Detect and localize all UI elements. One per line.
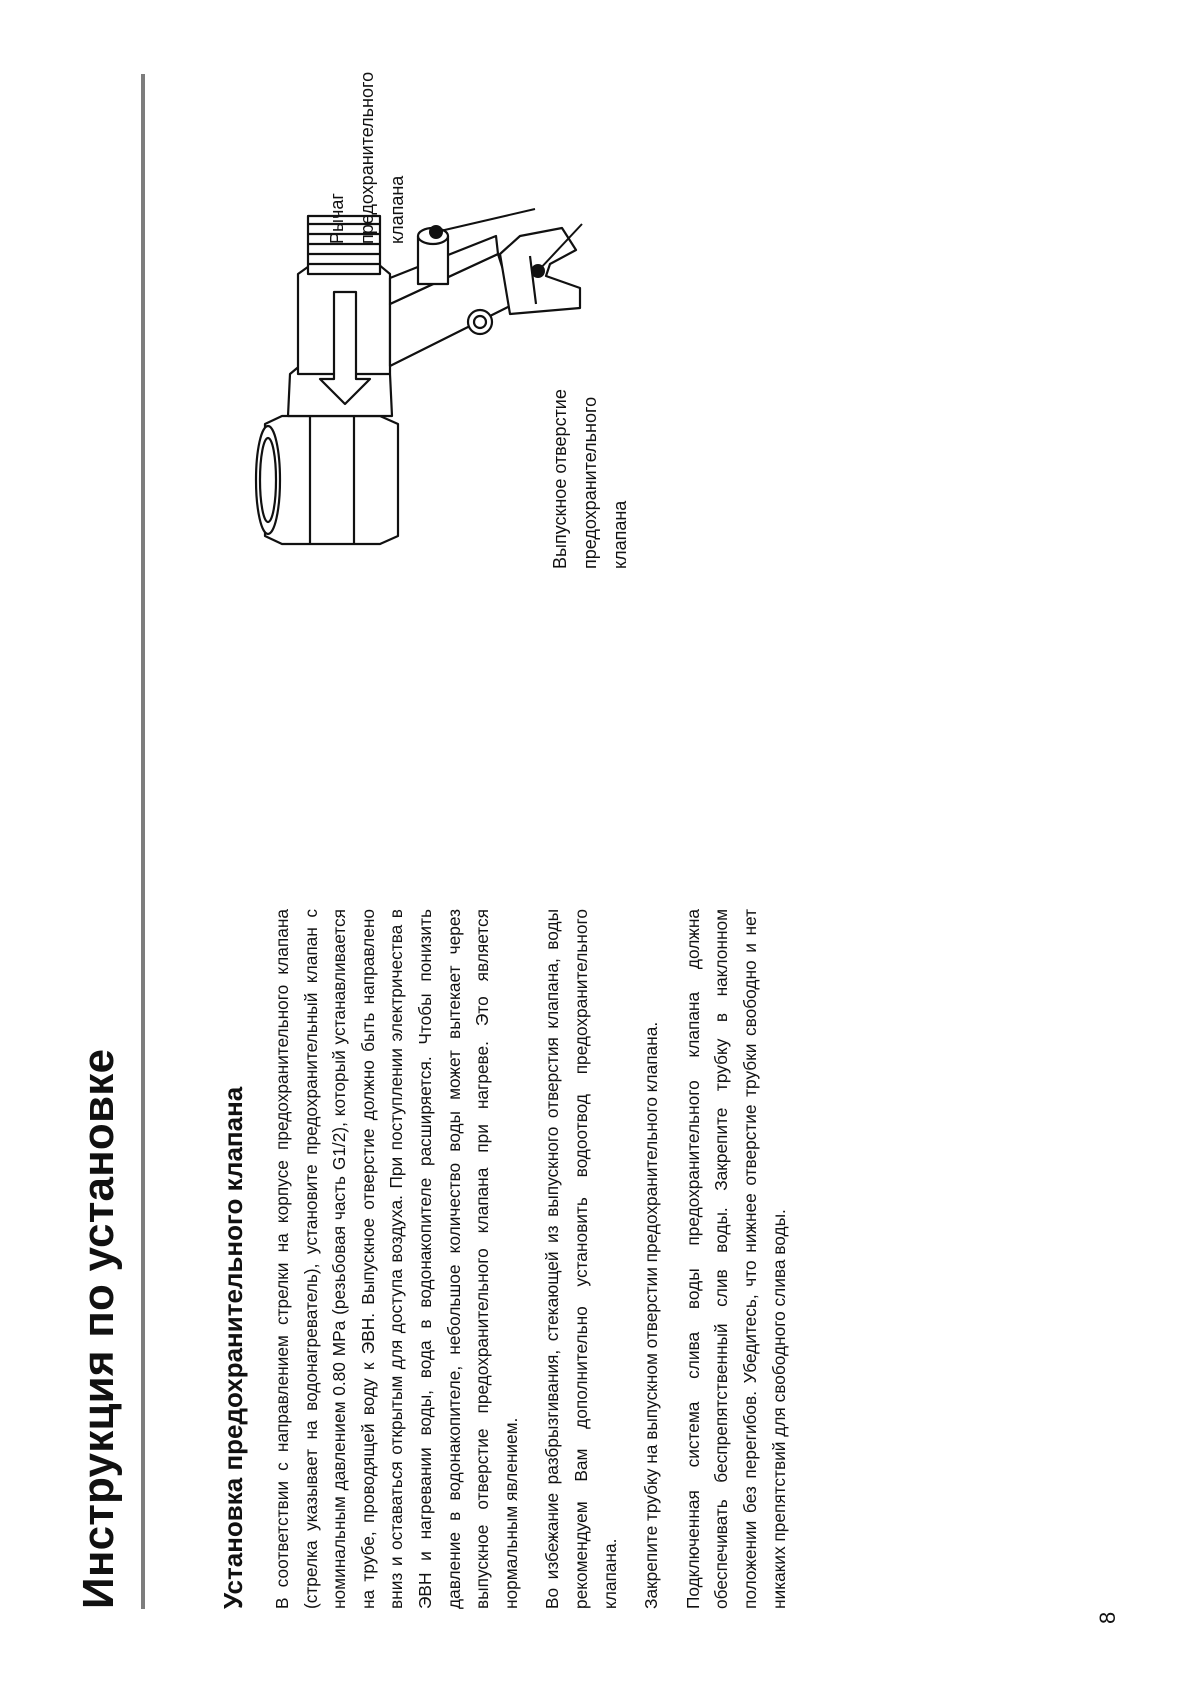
page-number: 8: [1095, 1611, 1120, 1624]
paragraph: Во избежание разбрызгивания, стекающей из выпускного отверстия клапана, воды рекомендуем Вам дополнительно установить водоотвод предохранительного клапана.: [542, 909, 620, 1609]
title-divider: [141, 74, 145, 1609]
outlet-label: Выпускное отверстие предохранительного клапана: [550, 389, 630, 569]
paragraph: Подключенная система слива воды предохранительного клапана должна обеспечивать беспрепятственный слив воды. Закрепите трубку в наклонном положении без перегибов. Убедитесь, что нижнее отверстие трубки свободно и нет никаких препятствий для свободного слива воды.: [682, 909, 789, 1609]
section-heading: Установка предохранительного клапана: [218, 1086, 248, 1609]
page-title: Инструкция по установке: [74, 1048, 123, 1609]
paragraph: Закрепите трубку на выпускном отверстии предохранительного клапана.: [641, 1021, 662, 1609]
section-body: [268, 909, 806, 1609]
outlet-leader-line: [436, 209, 535, 232]
lever-label: Рычаг предохранительного клапана: [327, 71, 407, 244]
valve-chamber: [390, 236, 514, 366]
valve-nut: [256, 416, 398, 544]
paragraph: В соответствии с направлением стрелки на корпусе предохранительного клапана (стрелка указывает на водонагреватель), установите предохранительный клапан с номинальным давлением 0.80 MPa (резьбовая часть G1/2), который устанавливается на трубе, проводящей воду к ЭВН. Выпускное отверстие должно быть направлено вниз и оставаться открытым для доступа воздуха. При поступлении электричества в ЭВН и нагревании воды, вода в водонакопителе расширяется. Чтобы понизить давление в водонакопителе, небольшое количество воды может вытекает через выпускное отверстие предохранительного клапана при нагреве. Это является нормальным явлением.: [272, 909, 521, 1609]
